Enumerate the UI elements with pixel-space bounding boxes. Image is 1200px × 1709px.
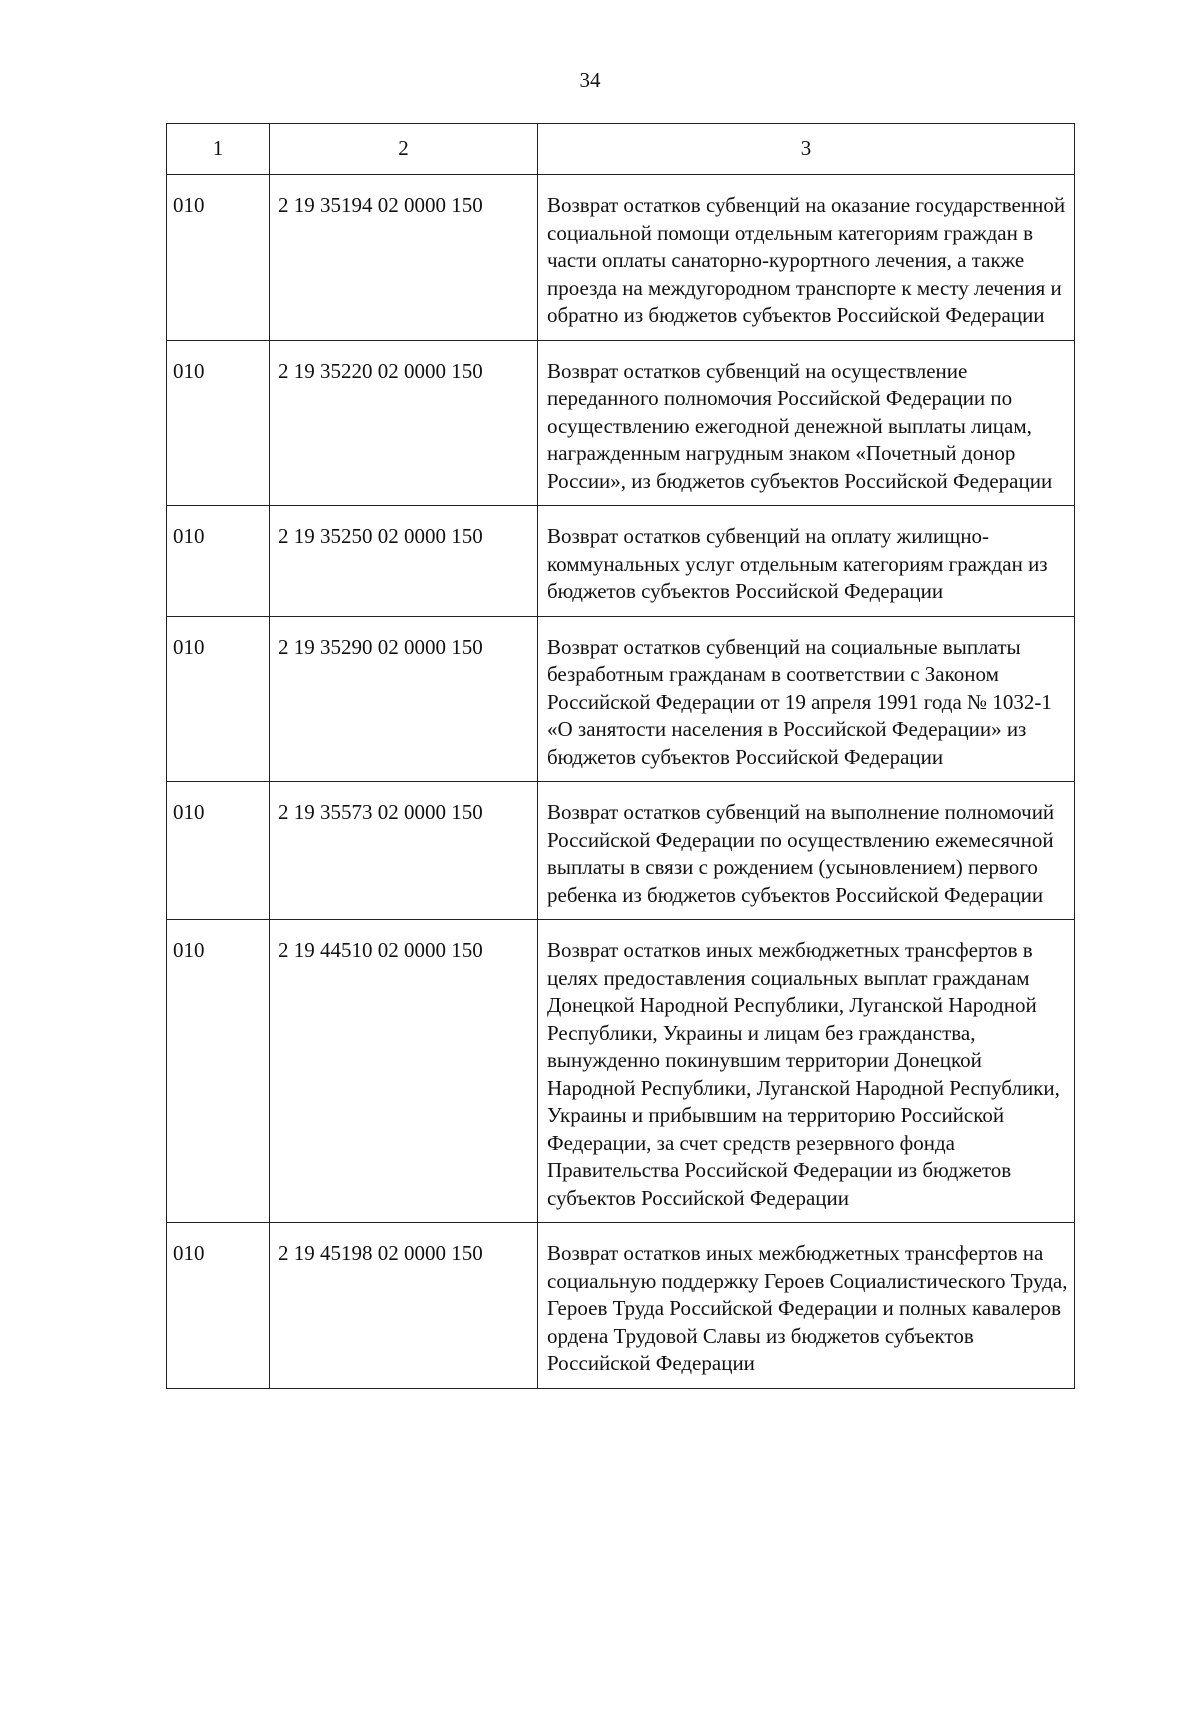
description-cell: Возврат остатков иных межбюджетных трансфертов в целях предоставления социальных выплат гражданам Донецкой Народной Республики, Луганской Народной Республики, Украины и лицам без гражданства, вынужденно покинувшим территории Донецкой Народной Республики, Луганской Народной Республики, Украины и прибывшим на территорию Российской Федерации, за счет средств резервного фонда Правительства Российской Федерации из бюджетов субъектов Российской Федерации (538, 920, 1075, 1223)
description-cell: Возврат остатков субвенций на оказание государственной социальной помощи отдельным категориям граждан в части оплаты санаторно-курортного лечения, а также проезда на междугородном транспорте к месту лечения и обратно из бюджетов субъектов Российской Федерации (538, 175, 1075, 341)
budget-code-cell: 2 19 35573 02 0000 150 (270, 782, 538, 920)
chapter-code-cell: 010 (167, 175, 270, 341)
column-header-3: 3 (538, 124, 1075, 175)
chapter-code-cell: 010 (167, 1223, 270, 1389)
table-row (167, 616, 1075, 782)
description-cell: Возврат остатков субвенций на оплату жилищно-коммунальных услуг отдельным категориям граждан из бюджетов субъектов Российской Федерации (538, 506, 1075, 617)
chapter-code-cell: 010 (167, 782, 270, 920)
chapter-code-cell: 010 (167, 616, 270, 782)
chapter-code-cell: 010 (167, 340, 270, 506)
page-number: 34 (579, 68, 601, 92)
budget-code-cell: 2 19 35290 02 0000 150 (270, 616, 538, 782)
description-cell: Возврат остатков иных межбюджетных трансфертов на социальную поддержку Героев Социалистического Труда, Героев Труда Российской Федерации и полных кавалеров ордена Трудовой Славы из бюджетов субъектов Российской Федерации (538, 1223, 1075, 1389)
budget-code-cell: 2 19 35194 02 0000 150 (270, 175, 538, 341)
budget-code-cell: 2 19 45198 02 0000 150 (270, 1223, 538, 1389)
budget-code-cell: 2 19 35220 02 0000 150 (270, 340, 538, 506)
table-row (167, 506, 1075, 617)
chapter-code-cell: 010 (167, 920, 270, 1223)
budget-code-cell: 2 19 35250 02 0000 150 (270, 506, 538, 617)
chapter-code-cell: 010 (167, 506, 270, 617)
table-row (167, 340, 1075, 506)
description-cell: Возврат остатков субвенций на выполнение полномочий Российской Федерации по осуществлению ежемесячной выплаты в связи с рождением (усыновлением) первого ребенка из бюджетов субъектов Российской Федерации (538, 782, 1075, 920)
table-row (167, 175, 1075, 341)
budget-code-cell: 2 19 44510 02 0000 150 (270, 920, 538, 1223)
budget-codes-table (166, 123, 1075, 1389)
table-row (167, 920, 1075, 1223)
table-header-row (167, 124, 1075, 175)
table-row (167, 782, 1075, 920)
description-cell: Возврат остатков субвенций на социальные выплаты безработным гражданам в соответствии с Законом Российской Федерации от 19 апреля 1991 года № 1032-1 «О занятости населения в Российской Федерации» из бюджетов субъектов Российской Федерации (538, 616, 1075, 782)
table-row (167, 1223, 1075, 1389)
column-header-1: 1 (167, 124, 270, 175)
column-header-2: 2 (270, 124, 538, 175)
description-cell: Возврат остатков субвенций на осуществление переданного полномочия Российской Федерации по осуществлению ежегодной денежной выплаты лицам, награжденным нагрудным знаком «Почетный донор России», из бюджетов субъектов Российской Федерации (538, 340, 1075, 506)
